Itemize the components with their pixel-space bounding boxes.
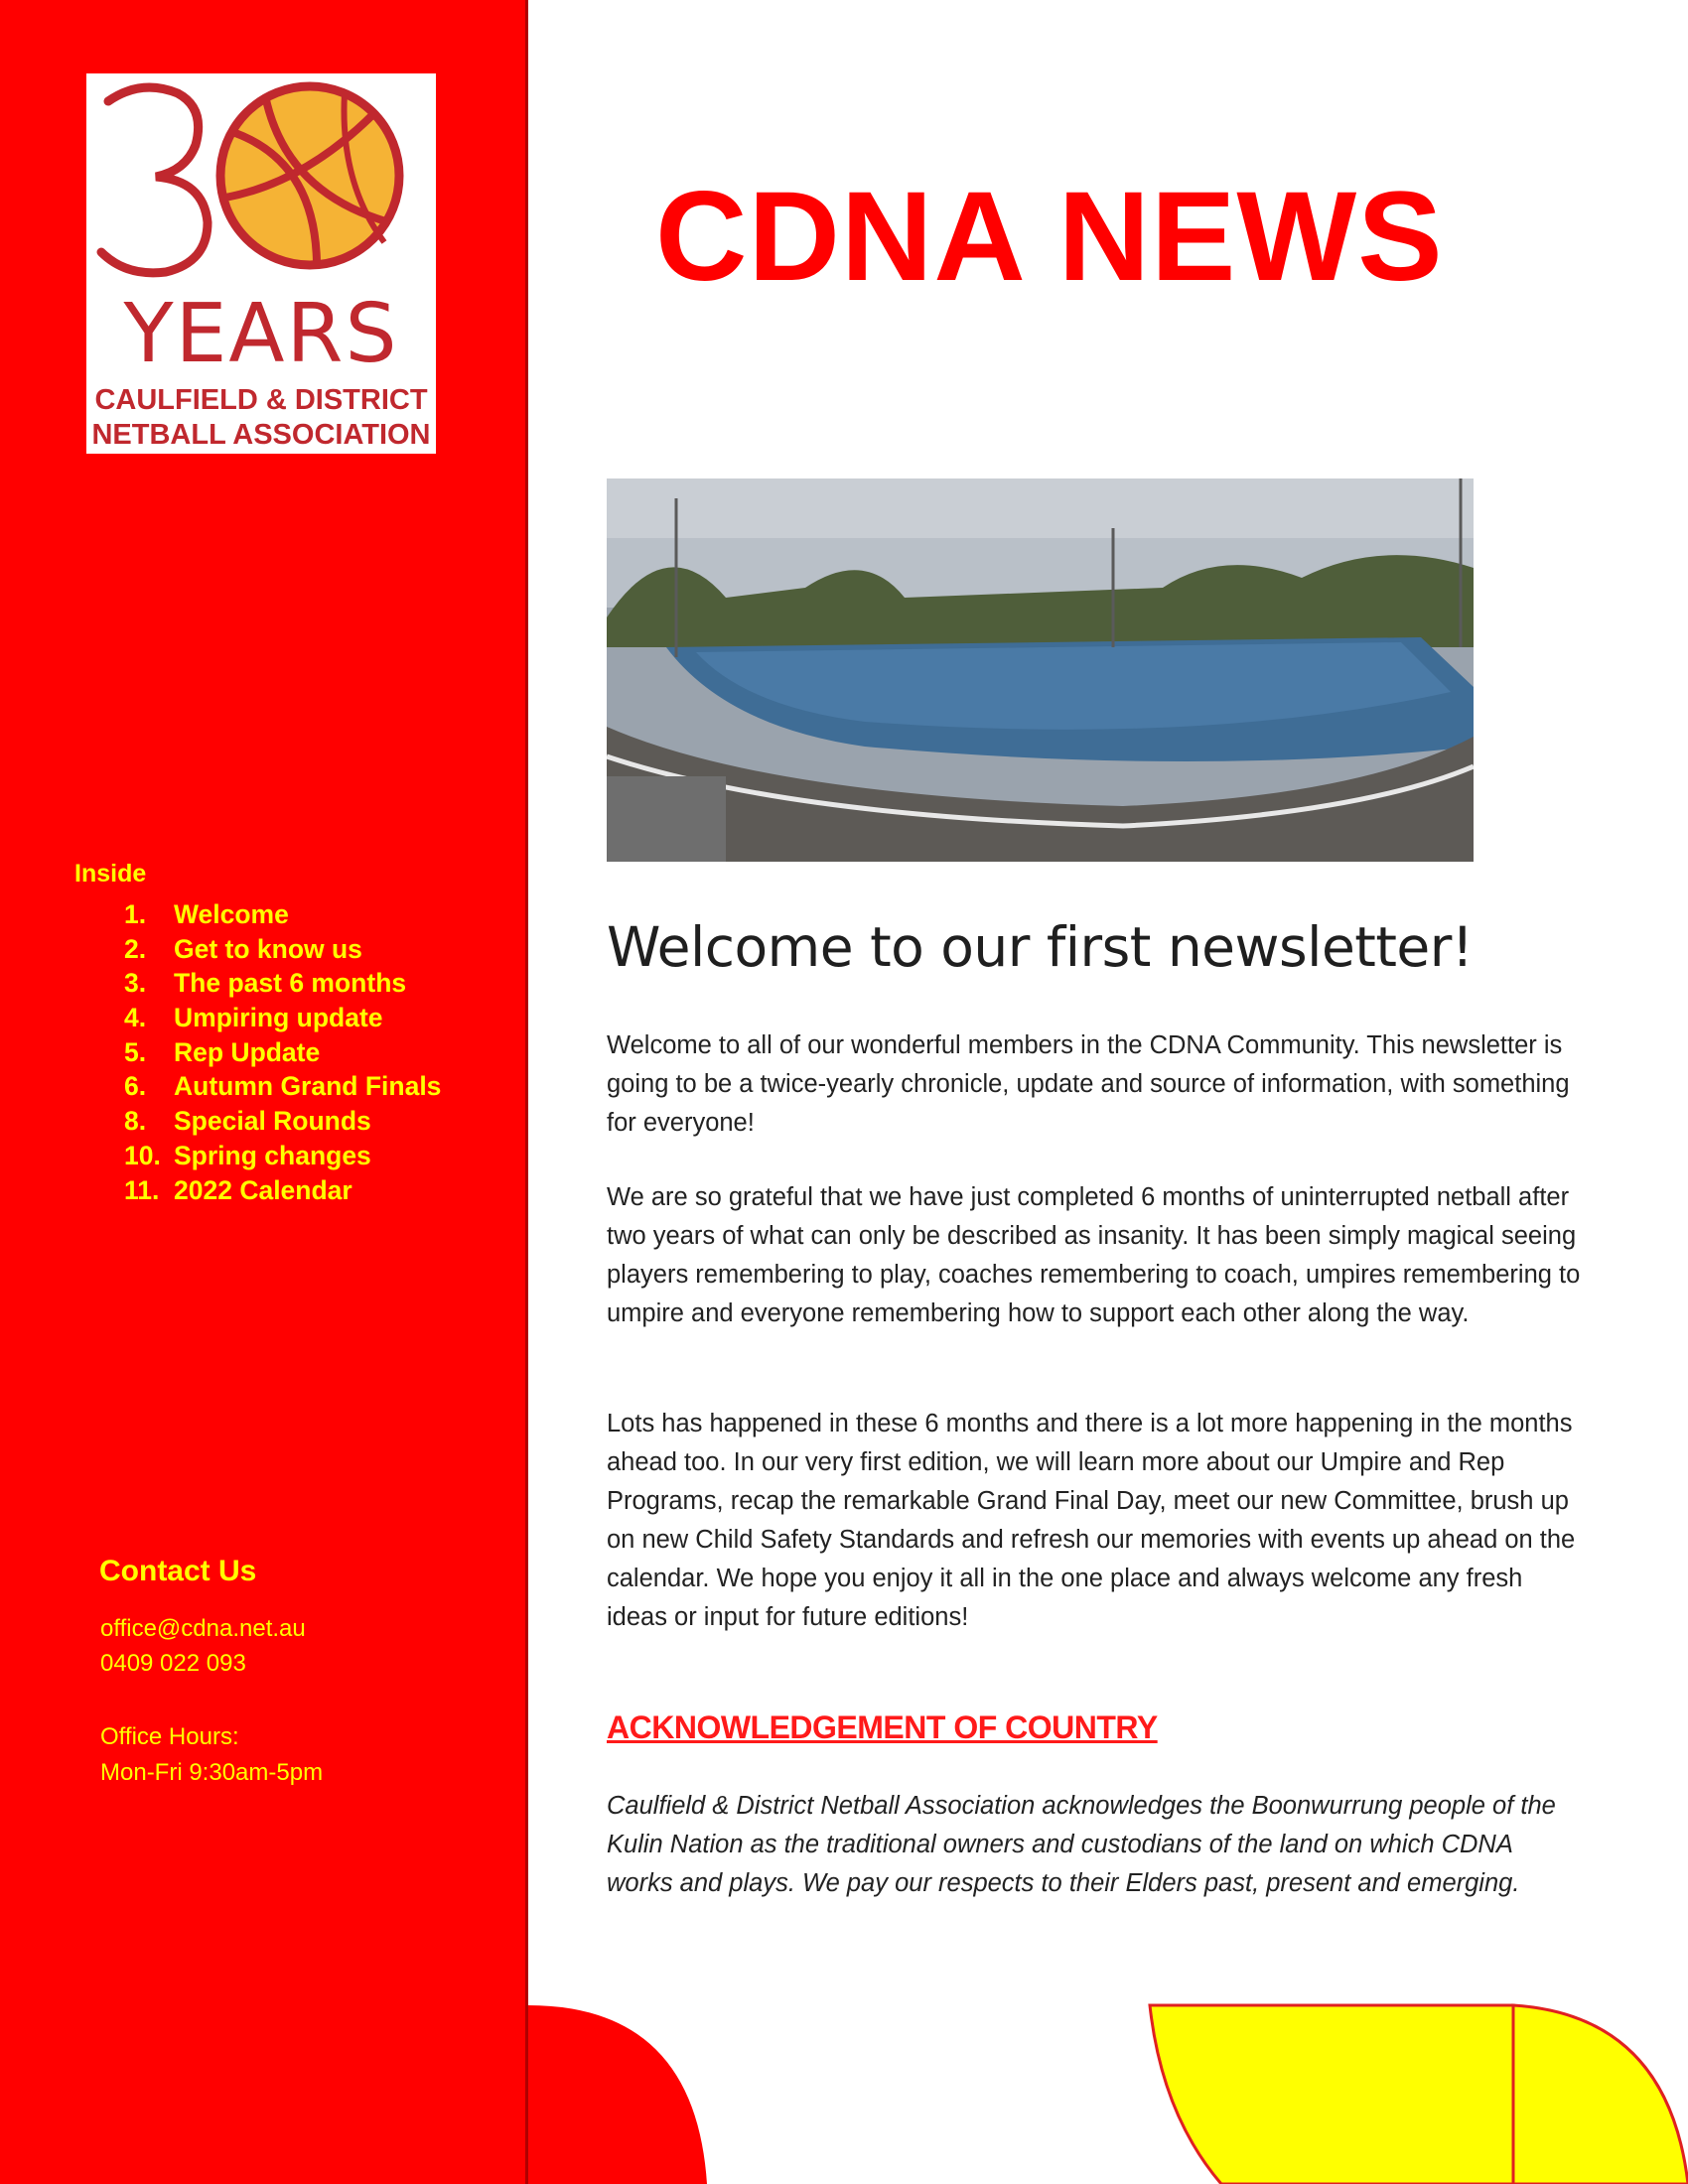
contents-number: 8. bbox=[124, 1106, 147, 1137]
contents-label: Spring changes bbox=[174, 1140, 371, 1170]
decorative-shapes bbox=[0, 1976, 1688, 2184]
decorative-shapes-graphic bbox=[0, 1976, 1688, 2184]
contents-item bbox=[124, 1173, 441, 1208]
cdna-30-years-logo bbox=[86, 73, 436, 454]
newsletter-title: CDNA NEWS bbox=[655, 166, 1444, 308]
logo-org-line1: CAULFIELD & DISTRICT bbox=[94, 384, 428, 416]
contents-label: Umpiring update bbox=[174, 1003, 383, 1033]
contents-number: 11. bbox=[124, 1174, 160, 1205]
courts-panorama-image bbox=[607, 478, 1474, 862]
contents-label: 2022 Calendar bbox=[174, 1174, 352, 1205]
contents-item bbox=[124, 897, 441, 932]
contents-number: 3. bbox=[124, 968, 147, 999]
contents-label: Special Rounds bbox=[174, 1106, 371, 1137]
contents-item bbox=[124, 932, 441, 967]
acknowledgement-text: Caulfield & District Netball Association acknowledges the Boonwurrung people of the Kulin Nation as the traditional owners and custodians of the land on which CDNA works and plays. We pay our respects to their Elders past, present and emerging. bbox=[607, 1792, 1556, 1897]
contents-label: Get to know us bbox=[174, 933, 362, 964]
contents-label: Rep Update bbox=[174, 1036, 321, 1067]
contents-number: 4. bbox=[124, 1003, 147, 1033]
contents-item bbox=[124, 1139, 441, 1173]
contents-label: The past 6 months bbox=[174, 968, 407, 999]
contents-number: 6. bbox=[124, 1071, 147, 1102]
article-heading: Welcome to our first newsletter! bbox=[607, 915, 1474, 979]
acknowledgement-heading: ACKNOWLEDGEMENT OF COUNTRY bbox=[607, 1709, 1158, 1745]
contact-phone[interactable]: 0409 022 093 bbox=[100, 1650, 246, 1677]
article-paragraph-2: We are so grateful that we have just completed 6 months of uninterrupted netball after two years of what can only be described as insanity. It has been simply magical seeing players remembering to play, coaches remembering to coach, umpires remembering to umpire and everyone remembering how to support each other along the way. bbox=[607, 1183, 1581, 1327]
netball-courts-photo bbox=[607, 478, 1474, 862]
article-paragraph-1: Welcome to all of our wonderful members in the CDNA Community. This newsletter is going to be a twice-yearly chronicle, update and source of information, with something for everyone! bbox=[607, 1031, 1570, 1137]
contents-number: 10. bbox=[124, 1140, 161, 1170]
contents-item bbox=[124, 1069, 441, 1104]
office-hours-label: Office Hours: bbox=[100, 1723, 239, 1750]
contents-item bbox=[124, 1104, 441, 1139]
contact-email[interactable]: office@cdna.net.au bbox=[100, 1615, 306, 1642]
contents-number: 2. bbox=[124, 933, 147, 964]
contents-item bbox=[124, 1035, 441, 1070]
contents-label: Autumn Grand Finals bbox=[174, 1071, 442, 1102]
office-hours: Mon-Fri 9:30am-5pm bbox=[100, 1759, 324, 1786]
contents-label: Welcome bbox=[174, 899, 289, 929]
contents-number: 1. bbox=[124, 899, 147, 929]
contact-heading: Contact Us bbox=[99, 1555, 257, 1587]
article-paragraph-3: Lots has happened in these 6 months and there is a lot more happening in the months ahead too. In our very first edition, we will learn more about our Umpire and Rep Programs, recap the remarkable Grand Final Day, meet our new Committee, brush up on new Child Safety Standards and refresh our memories with events up ahead on the calendar. We hope you enjoy it all in the one place and always welcome any fresh ideas or input for future editions! bbox=[607, 1410, 1576, 1631]
sidebar bbox=[0, 0, 528, 2184]
contents-number: 5. bbox=[124, 1036, 147, 1067]
inside-heading: Inside bbox=[74, 860, 147, 887]
logo-graphic bbox=[86, 73, 436, 454]
contents-item bbox=[124, 966, 441, 1001]
contents-item bbox=[124, 1001, 441, 1035]
logo-org-line2: NETBALL ASSOCIATION bbox=[91, 419, 431, 451]
inside-contents-list bbox=[124, 897, 441, 1207]
logo-word: YEARS bbox=[123, 287, 399, 381]
